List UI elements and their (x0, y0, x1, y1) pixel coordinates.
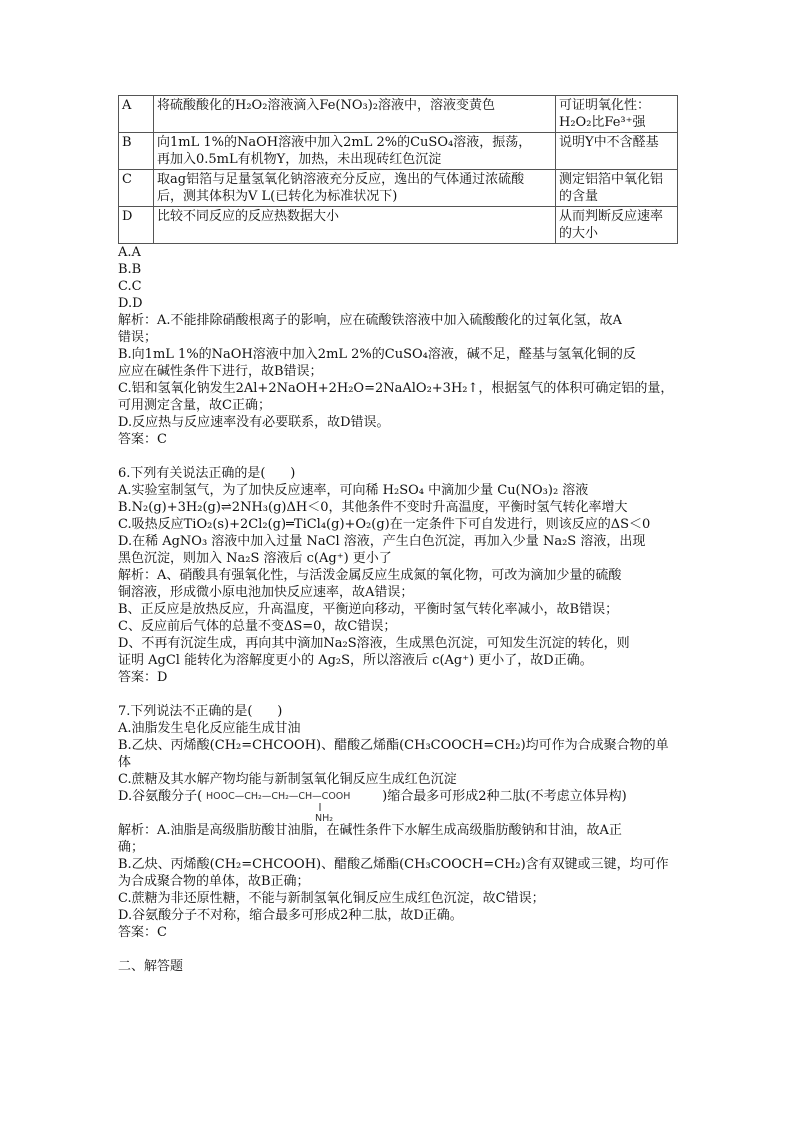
option-purpose (556, 170, 678, 207)
analysis-line: C.铝和氢氧化钠发生2Al+2NaOH+2H₂O=2NaAlO₂+3H₂↑，根据氢气的体积可确定铝的量， (118, 381, 674, 396)
analysis-line: 解析：A.油脂是高级脂肪酸甘油脂，在碱性条件下水解生成高级脂肪酸钠和甘油，故A正 (118, 823, 622, 838)
option-row (119, 133, 678, 170)
option-letter: C (119, 170, 154, 207)
option-row (119, 170, 678, 207)
analysis-line: 解析：A.不能排除硝酸根离子的影响，应在硫酸铁溶液中加入硫酸酸化的过氧化氢，故A (118, 313, 622, 328)
text-line: 体 (118, 755, 132, 770)
analysis-line: 答案：C (118, 925, 167, 940)
content-line: 比较不同反应的反应热数据大小 (157, 209, 340, 224)
structure-main-chain: HOOC—CH₂—CH₂—CH—COOH (206, 791, 351, 802)
content-line: 将硫酸酸化的H₂O₂溶液滴入Fe(NO₃)₂溶液中，溶液变黄色 (157, 98, 496, 113)
option-letter: A (119, 96, 154, 133)
text-line: 铜溶液，形成微小原电池加快反应速率，故A错误； (118, 585, 414, 600)
option-purpose (556, 133, 678, 170)
text-line: 7.下列说法不正确的是( ) (118, 704, 283, 719)
option-content (154, 207, 556, 244)
glutamic-acid-option (118, 788, 678, 822)
choice-line: D.D (118, 296, 143, 311)
text-line: C.蔗糖及其水解产物均能与新制氢氧化铜反应生成红色沉淀 (118, 772, 457, 787)
option-letter: B (119, 133, 154, 170)
text-line: D.在稀 AgNO₃ 溶液中加入过量 NaCl 溶液，产生白色沉淀，再加入少量 Na₂S 溶液，出现 (118, 534, 646, 549)
analysis-line: 为合成聚合物的单体，故B正确； (118, 874, 310, 889)
purpose-line: 测定铝箔中氧化铝 (559, 172, 664, 187)
text-line: B.乙炔、丙烯酸(CH₂=CHCOOH)、醋酸乙烯酯(CH₃COOCH=CH₂)均可作为合成聚合物的单 (118, 738, 669, 753)
analysis-line: B.向1mL 1%的NaOH溶液中加入2mL 2%的CuSO₄溶液，碱不足，醛基与氢氧化铜的反 (118, 347, 636, 362)
purpose-line: 的大小 (559, 226, 599, 241)
purpose-line: 说明Y中不含醛基 (559, 135, 659, 150)
text-line: A.实验室制氢气，为了加快反应速率，可向稀 H₂SO₄ 中滴加少量 Cu(NO₃)₂ 溶液 (118, 483, 589, 498)
question-5-block (118, 244, 678, 448)
question-6-block (118, 465, 678, 686)
option-d-prefix: D.谷氨酸分子( (118, 789, 203, 804)
analysis-line: 确； (118, 840, 145, 855)
text-line: A.油脂发生皂化反应能生成甘油 (118, 721, 301, 736)
text-line: C.吸热反应TiO₂(s)+2Cl₂(g)═TiCl₄(g)+O₂(g)在一定条件下可自发进行，则该反应的ΔS＜0 (118, 517, 651, 532)
choice-line: C.C (118, 279, 142, 294)
text-line: C、反应前后气体的总量不变ΔS=0，故C错误； (118, 619, 397, 634)
analysis-line: 应应在碱性条件下进行，故B错误； (118, 364, 323, 379)
purpose-line: 从而判断反应速率 (559, 209, 664, 224)
question-7-analysis (118, 822, 678, 941)
choice-line: B.B (118, 262, 142, 277)
structure-amino-group: NH₂ (315, 813, 334, 822)
options-table (118, 95, 678, 244)
text-line: 答案：D (118, 670, 168, 685)
text-line: B、正反应是放热反应，升高温度，平衡逆向移动，平衡时氢气转化率减小，故B错误； (118, 602, 619, 617)
text-line: 6.下列有关说法正确的是( ) (118, 466, 296, 481)
option-content (154, 96, 556, 133)
analysis-line: D.反应热与反应速率没有必要联系，故D错误。 (118, 415, 390, 430)
analysis-line: 错误； (118, 330, 158, 345)
content-line: 取ag铝箔与足量氢氧化钠溶液充分反应，逸出的气体通过浓硫酸 (157, 172, 525, 187)
analysis-line: B.乙炔、丙烯酸(CH₂=CHCOOH)、醋酸乙烯酯(CH₃COOCH=CH₂)含有双键或三键，均可作 (118, 857, 669, 872)
section-heading: 二、解答题 (118, 959, 184, 974)
analysis-line: C.蔗糖为非还原性糖，不能与新制氢氧化铜反应生成红色沉淀，故C错误； (118, 891, 545, 906)
text-line: 证明 AgCl 能转化为溶解度更小的 Ag₂S，所以溶液后 c(Ag⁺) 更小了，故D正确。 (118, 653, 593, 668)
option-letter: D (119, 207, 154, 244)
analysis-line: 答案：C (118, 432, 167, 447)
purpose-line: H₂O₂比Fe³⁺强 (559, 115, 646, 130)
analysis-line: D.谷氨酸分子不对称，缩合最多可形成2种二肽，故D正确。 (118, 908, 463, 923)
analysis-line: 可用测定含量，故C正确； (118, 398, 271, 413)
purpose-line: 可证明氧化性： (559, 98, 651, 113)
option-d-suffix: )缩合最多可形成2种二肽(不考虑立体异构) (382, 789, 627, 804)
option-row (119, 96, 678, 133)
option-purpose (556, 96, 678, 133)
content-line: 向1mL 1%的NaOH溶液中加入2mL 2%的CuSO₄溶液，振荡， (157, 135, 532, 150)
glutamic-acid-structure (206, 788, 378, 822)
question-7-block (118, 703, 678, 788)
purpose-line: 的含量 (559, 189, 599, 204)
text-line: 黑色沉淀，则加入 Na₂S 溶液后 c(Ag⁺) 更小了 (118, 551, 392, 566)
document-page (118, 95, 678, 975)
text-line: B.N₂(g)+3H₂(g)⇌2NH₃(g)ΔH＜0，其他条件不变时升高温度，平衡时氢气转化率增大 (118, 500, 628, 515)
option-content (154, 133, 556, 170)
text-line: 解析：A、硝酸具有强氧化性，与活泼金属反应生成氮的氧化物，可改为滴加少量的硫酸 (118, 568, 622, 583)
option-row (119, 207, 678, 244)
content-line: 后，测其体积为V L(已转化为标准状况下) (157, 189, 398, 204)
option-purpose (556, 207, 678, 244)
choice-line: A.A (118, 245, 141, 260)
option-content (154, 170, 556, 207)
content-line: 再加入0.5mL有机物Y，加热，未出现砖红色沉淀 (157, 152, 442, 167)
text-line: D、不再有沉淀生成，再向其中滴加Na₂S溶液，生成黑色沉淀，可知发生沉淀的转化，则 (118, 636, 630, 651)
